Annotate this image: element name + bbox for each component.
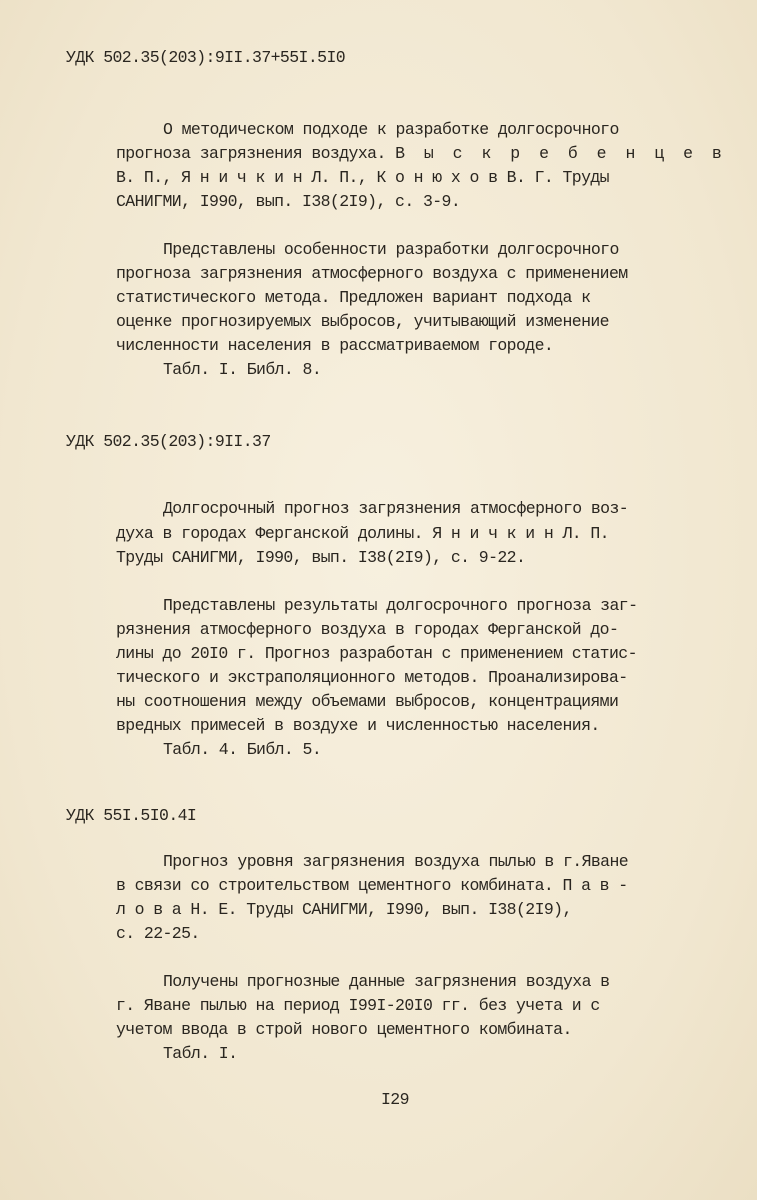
abstract-line: вредных примесей в воздухе и численностью населения. xyxy=(116,716,600,735)
entry-title-line: САНИГМИ, I990, вып. I38(2I9), с. 3-9. xyxy=(116,192,461,211)
abstract-line: статистического метода. Предложен вариант подхода к xyxy=(116,288,591,307)
refs-line: Табл. I. Библ. 8. xyxy=(163,360,322,379)
entry-title-line: Прогноз уровня загрязнения воздуха пылью в г.Яване xyxy=(163,852,629,871)
entry-title-line: О методическом подходе к разработке долгосрочного xyxy=(163,120,619,139)
entry-title-line: л о в а Н. Е. Труды САНИГМИ, I990, вып. I38(2I9), xyxy=(116,900,572,919)
entry-title-line: прогноза загрязнения воздуха. В ы с к р е б е н ц е в xyxy=(116,144,727,163)
page-number: I29 xyxy=(381,1090,409,1109)
abstract-line: учетом ввода в строй нового цементного комбината. xyxy=(116,1020,572,1039)
refs-line: Табл. 4. Библ. 5. xyxy=(163,740,322,759)
abstract-line: ны соотношения между объемами выбросов, концентрациями xyxy=(116,692,619,711)
abstract-line: численности населения в рассматриваемом городе. xyxy=(116,336,554,355)
refs-line: Табл. I. xyxy=(163,1044,238,1063)
entry-title-line: Долгосрочный прогноз загрязнения атмосферного воз- xyxy=(163,499,629,518)
entry-title-line: в связи со строительством цементного комбината. П а в - xyxy=(116,876,628,895)
abstract-line: Представлены результаты долгосрочного прогноза заг- xyxy=(163,596,638,615)
abstract-line: лины до 20I0 г. Прогноз разработан с применением статис- xyxy=(116,644,637,663)
abstract-line: г. Яване пылью на период I99I-20I0 гг. без учета и с xyxy=(116,996,600,1015)
udc-code: УДК 502.35(203):9II.37 xyxy=(66,432,271,451)
abstract-line: рязнения атмосферного воздуха в городах Ферганской до- xyxy=(116,620,619,639)
abstract-line: прогноза загрязнения атмосферного воздуха с применением xyxy=(116,264,628,283)
udc-code: УДК 55I.5I0.4I xyxy=(66,806,197,825)
abstract-line: Представлены особенности разработки долгосрочного xyxy=(163,240,619,259)
entry-title-line: духа в городах Ферганской долины. Я н и ч к и н Л. П. xyxy=(116,524,609,543)
entry-title-line: В. П., Я н и ч к и н Л. П., К о н ю х о в В. Г. Труды xyxy=(116,168,609,187)
entry-title-line: с. 22-25. xyxy=(116,924,200,943)
abstract-line: Получены прогнозные данные загрязнения воздуха в xyxy=(163,972,610,991)
udc-code: УДК 502.35(203):9II.37+55I.5I0 xyxy=(66,48,346,67)
abstract-line: оценке прогнозируемых выбросов, учитывающий изменение xyxy=(116,312,609,331)
entry-title-line: Труды САНИГМИ, I990, вып. I38(2I9), с. 9-22. xyxy=(116,548,526,567)
abstract-line: тического и экстраполяционного методов. Проанализирова- xyxy=(116,668,628,687)
